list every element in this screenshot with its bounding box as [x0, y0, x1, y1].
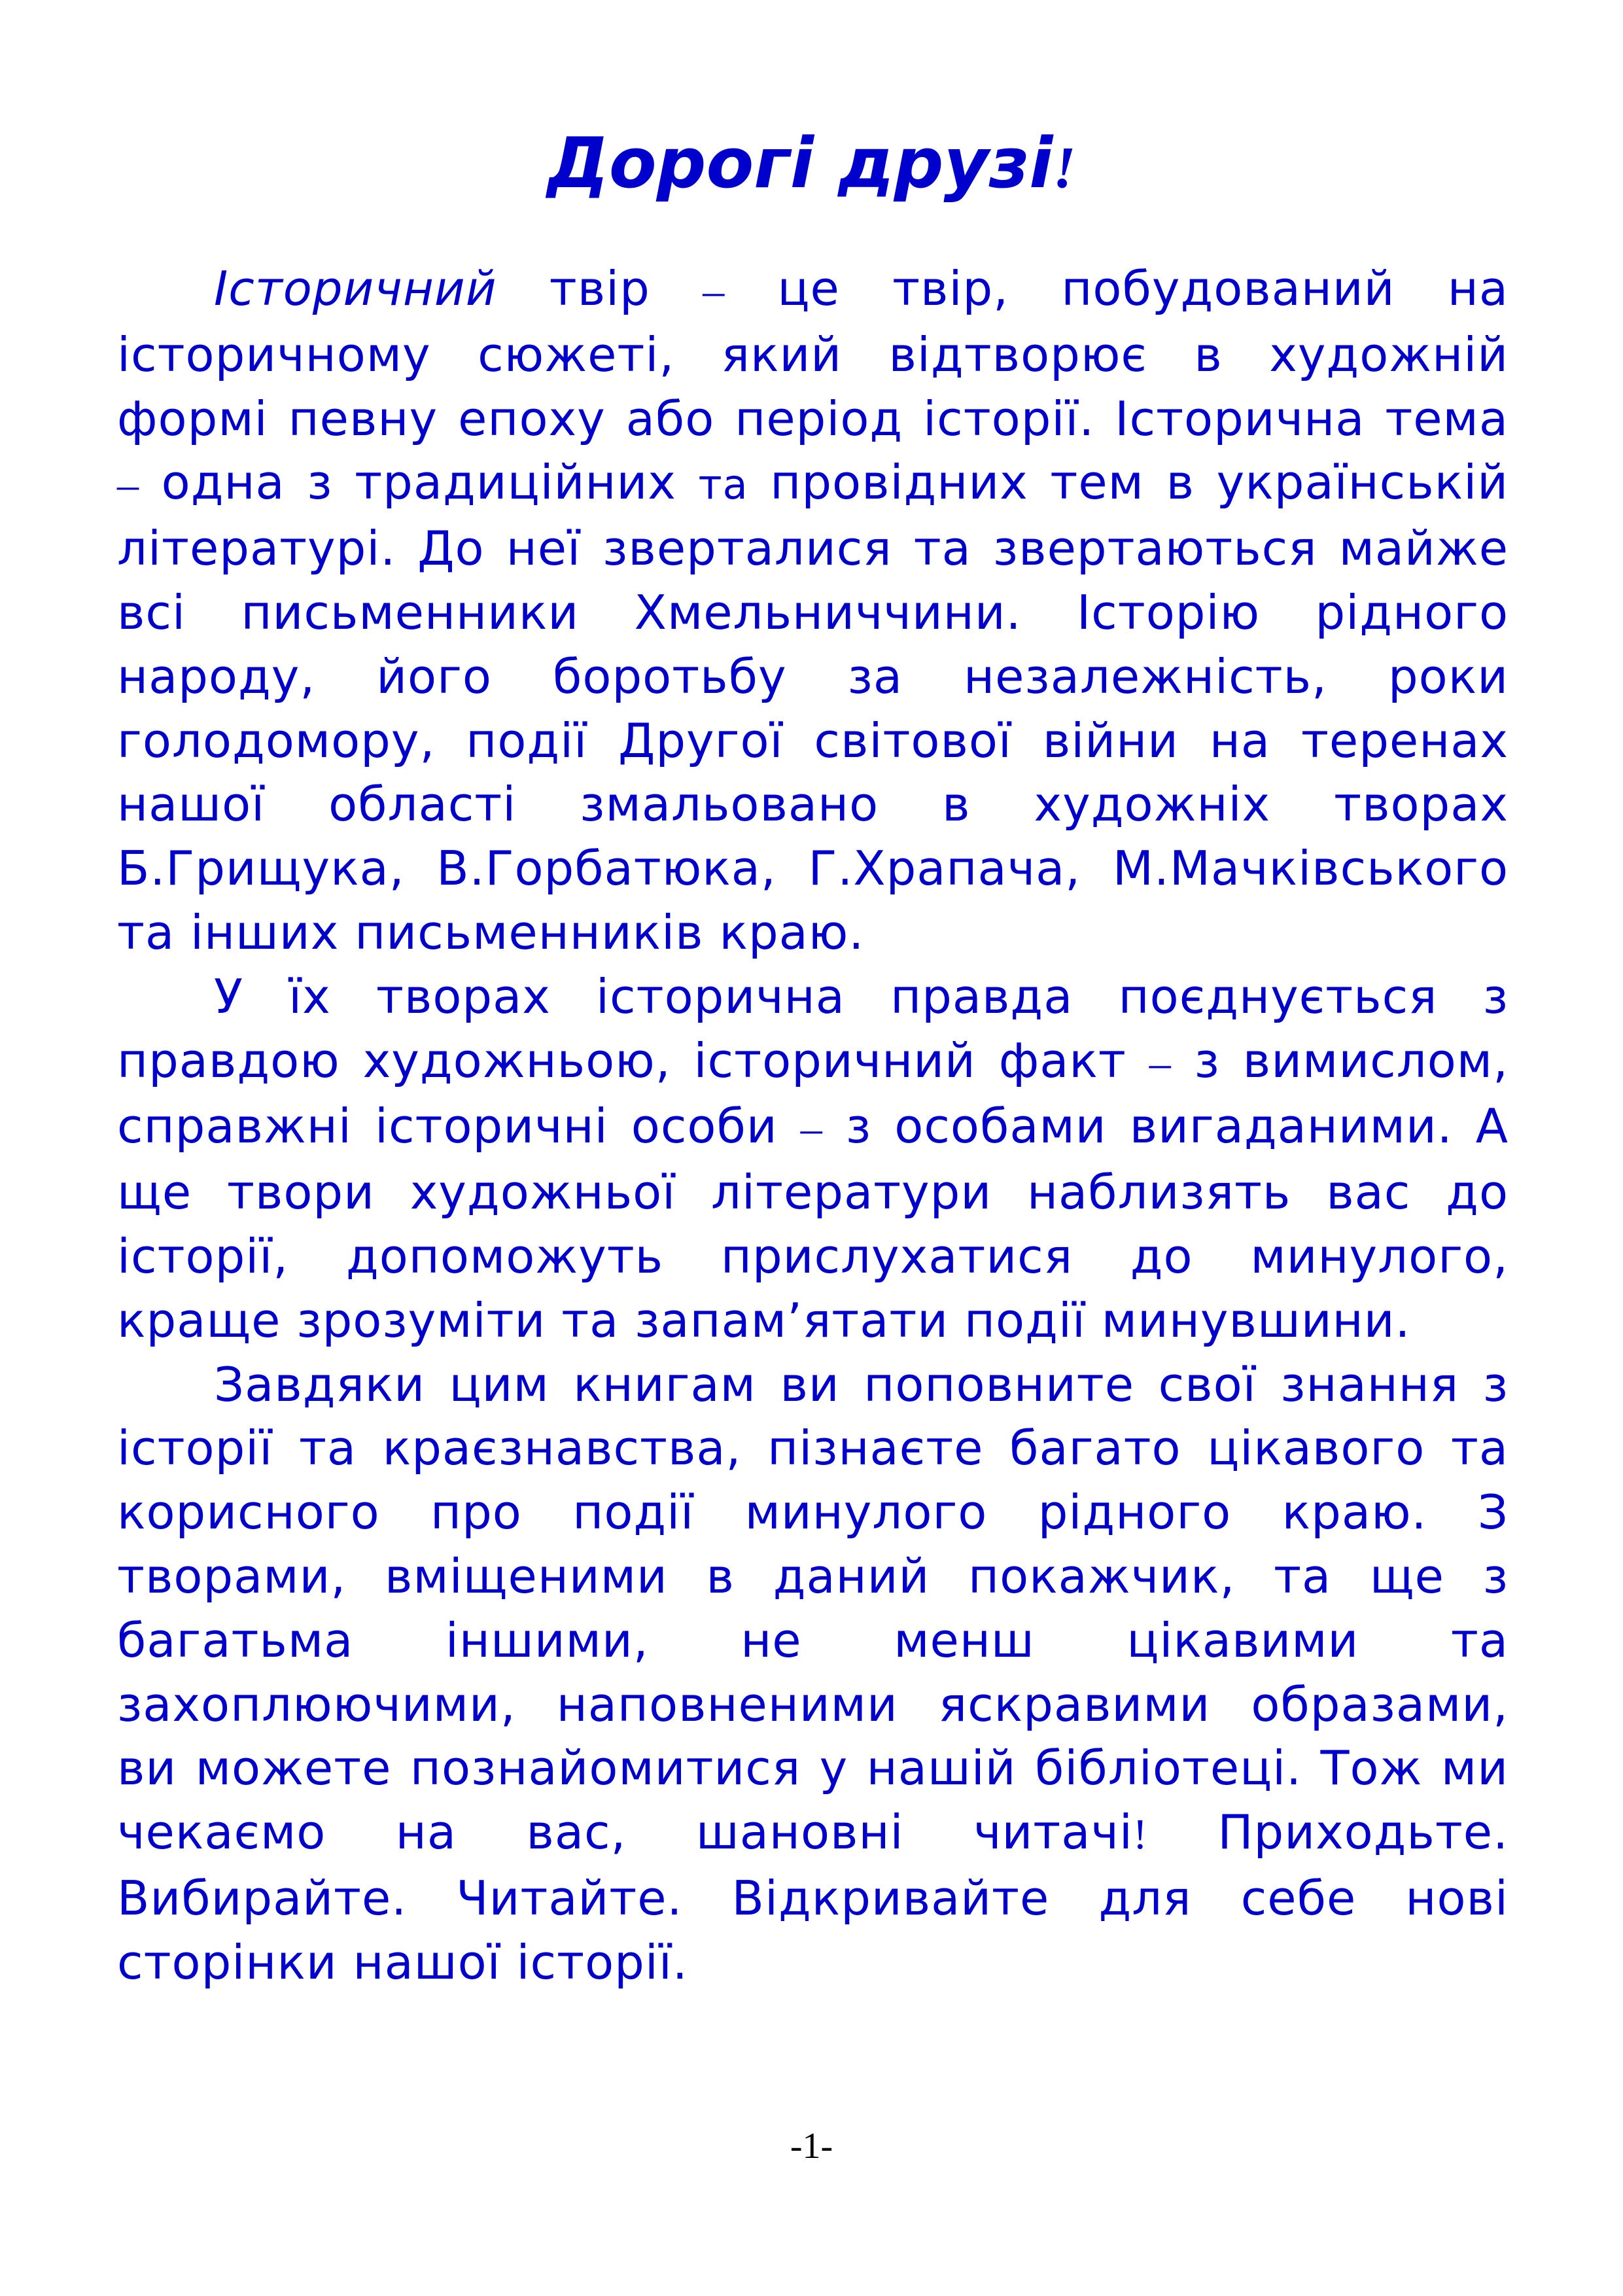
title-exclamation: !: [1053, 135, 1076, 200]
paragraph-1: [117, 257, 1509, 965]
paragraph-2-segment-3: з особами вигаданими. А ще твори художньої літератури наблизять вас до історії, допоможуть прислухатися до минулого, краще зрозуміти та запам’ятати події минувшини.: [117, 1099, 1509, 1348]
paragraph-3: [117, 1353, 1509, 1995]
paragraph-1-segment-4: провідних тем в українській літературі. До неї зверталися та звертаються майже всі письменники Хмельниччини. Історію рідного народу, його боротьбу за незалежність, роки голодомору, події Другої світової війни на теренах нашої області змальовано в художніх творах Б.Грищука, В.Горбатюка, Г.Храпача, М.Мачківського та інших письменників краю.: [117, 455, 1509, 960]
body-text: [117, 257, 1509, 1995]
page-number: -1-: [790, 2126, 833, 2166]
paragraph-3-exclamation: !: [1132, 1810, 1148, 1859]
paragraph-2-dash-2: –: [800, 1104, 823, 1153]
paragraph-2: [117, 965, 1509, 1353]
paragraph-3-segment-2: Приходьте. Вибирайте. Читайте. Відкривайте для себе нові сторінки нашої історії.: [117, 1805, 1509, 1990]
paragraph-1-lead-italic: Історичний: [214, 261, 497, 316]
page-title: [0, 115, 1623, 217]
paragraph-3-segment-1: Завдяки цим книгам ви поповните свої знання з історії та краєзнавства, пізнаєте багато цікавого та корисного про події минулого рідного краю. З творами, вміщеними в даний покажчик, та ще з багатьма іншими, не менш цікавими та захоплюючими, наповненими яскравими образами, ви можете познайомитися у нашій бібліотеці. Тож ми чекаємо на вас, шановні читачі: [117, 1356, 1509, 1860]
paragraph-1-segment-2: це твір, побудований на історичному сюжеті, який відтворює в художній формі певну епоху або період історії. Історична тема: [117, 261, 1509, 446]
paragraph-1-segment-3: одна з традиційних: [139, 455, 699, 510]
paragraph-2-segment-2: з вимислом, справжні історичні особи: [117, 1033, 1509, 1154]
paragraph-1-dash-2: –: [117, 461, 139, 509]
paragraph-1-small-ta: та: [698, 461, 748, 509]
paragraph-1-segment-1: твір: [497, 261, 703, 316]
paragraph-2-segment-1: У їх творах історична правда поєднується з правдою художньою, історичний факт: [117, 968, 1509, 1088]
paragraph-1-dash-1: –: [703, 267, 725, 315]
paragraph-2-dash-1: –: [1149, 1038, 1172, 1087]
title-text: Дорогі друзі: [547, 123, 1053, 203]
